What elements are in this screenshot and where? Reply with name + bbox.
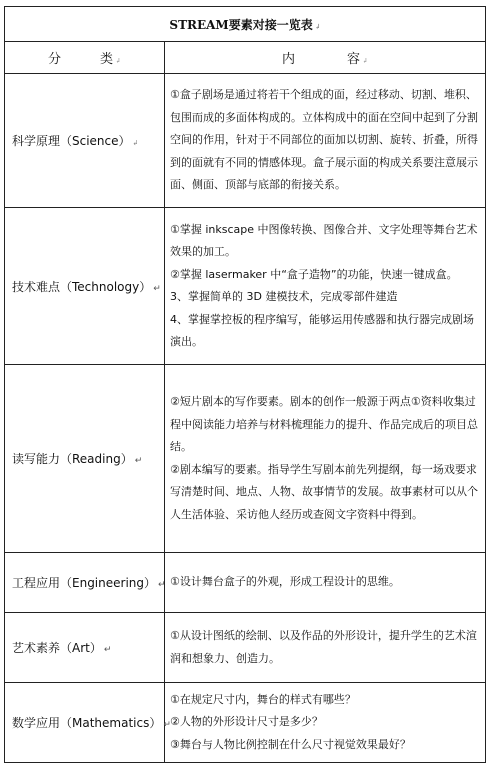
return-arrow-icon: ↵ [134, 456, 143, 466]
return-arrow-icon: ↵ [163, 720, 171, 730]
table-row [5, 553, 486, 613]
content-cell [165, 74, 486, 208]
table-row [5, 683, 486, 763]
content-line: 4、掌握掌控板的程序编写，能够运用传感器和执行器完成剧场演出。 [170, 312, 474, 348]
content-line: ①设计舞台盒子的外观，形成工程设计的思维。 [170, 575, 400, 589]
content-line: 3、掌握简单的 3D 建模技术，完成零部件建造 [170, 290, 398, 303]
table-row [5, 208, 486, 365]
table-row [5, 74, 486, 208]
content-line: ②掌握 lasermaker 中“盒子造物”的功能，快速一键成盒。 [170, 267, 458, 281]
content-line: ①从设计图纸的绘制、以及作品的外形设计，提升学生的艺术渲润和想象力、创造力。 [170, 629, 477, 665]
table-row [5, 613, 486, 683]
content-cell [165, 613, 486, 683]
paragraph-mark-icon: ↲ [362, 57, 368, 65]
return-arrow-icon: ↵ [158, 580, 166, 590]
content-line: ①盒子剧场是通过将若干个组成的面，经过移动、切割、堆积、包围而成的多面体构成的。立体构成中的面在空间中起到了分割空间的作用，针对于不同部位的面加以切割、旋转、折叠，所得到的面就有不同的情感体现。盒子展示面的构成关系要注意展示面、侧面、顶部与底部的衔接关系。 [170, 88, 478, 192]
table-row [5, 365, 486, 553]
category-cell: 工程应用（Engineering） ↵ [5, 553, 165, 613]
header-content: 内 容 ↲ [165, 42, 486, 74]
content-line: ②剧本编写的要素。指导学生写剧本前先列提纲，每一场戏要求写清楚时间、地点、人物、故事情节的发展。故事素材可以从个人生活体验、采访他人经历或查阅文字资料中得到。 [170, 462, 478, 521]
category-cell: 技术难点（Technology） ↵ [5, 208, 165, 365]
content-line: ③舞台与人物比例控制在什么尺寸视觉效果最好？ [170, 737, 411, 751]
paragraph-mark-icon: ↲ [115, 57, 121, 65]
content-cell [165, 683, 486, 763]
content-line: ②人物的外形设计尺寸是多少？ [170, 715, 323, 729]
return-arrow-icon: ↵ [103, 645, 112, 655]
content-cell [165, 208, 486, 365]
paragraph-mark-icon: ↲ [132, 139, 139, 147]
stream-table [4, 6, 486, 763]
content-line: ①掌握 inkscape 中图像转换、图像合并、文字处理等舞台艺术效果的加工。 [170, 222, 478, 258]
table-title-text: STREAM要素对接一览表 [169, 17, 313, 32]
header-row [5, 42, 486, 74]
header-category: 分 类 ↲ [5, 42, 165, 74]
category-cell: 科学原理（Science） ↲ [5, 74, 165, 208]
content-line: ②短片剧本的写作要素。剧本的创作一般源于两点①资料收集过程中阅读能力培养与材料梳理能力的提升、作品完成后的项目总结。 [170, 395, 478, 453]
category-cell: 读写能力（Reading） ↵ [5, 365, 165, 553]
return-arrow-icon: ↵ [153, 283, 161, 294]
paragraph-mark-icon: ↲ [314, 21, 321, 31]
content-cell [165, 365, 486, 553]
content-line: ①在规定尺寸内，舞台的样式有哪些？ [170, 692, 356, 706]
content-cell [165, 553, 486, 613]
category-cell: 艺术素养（Art） ↵ [5, 613, 165, 683]
table-title [5, 7, 486, 42]
category-cell: 数学应用（Mathematics） ↵ [5, 683, 165, 763]
